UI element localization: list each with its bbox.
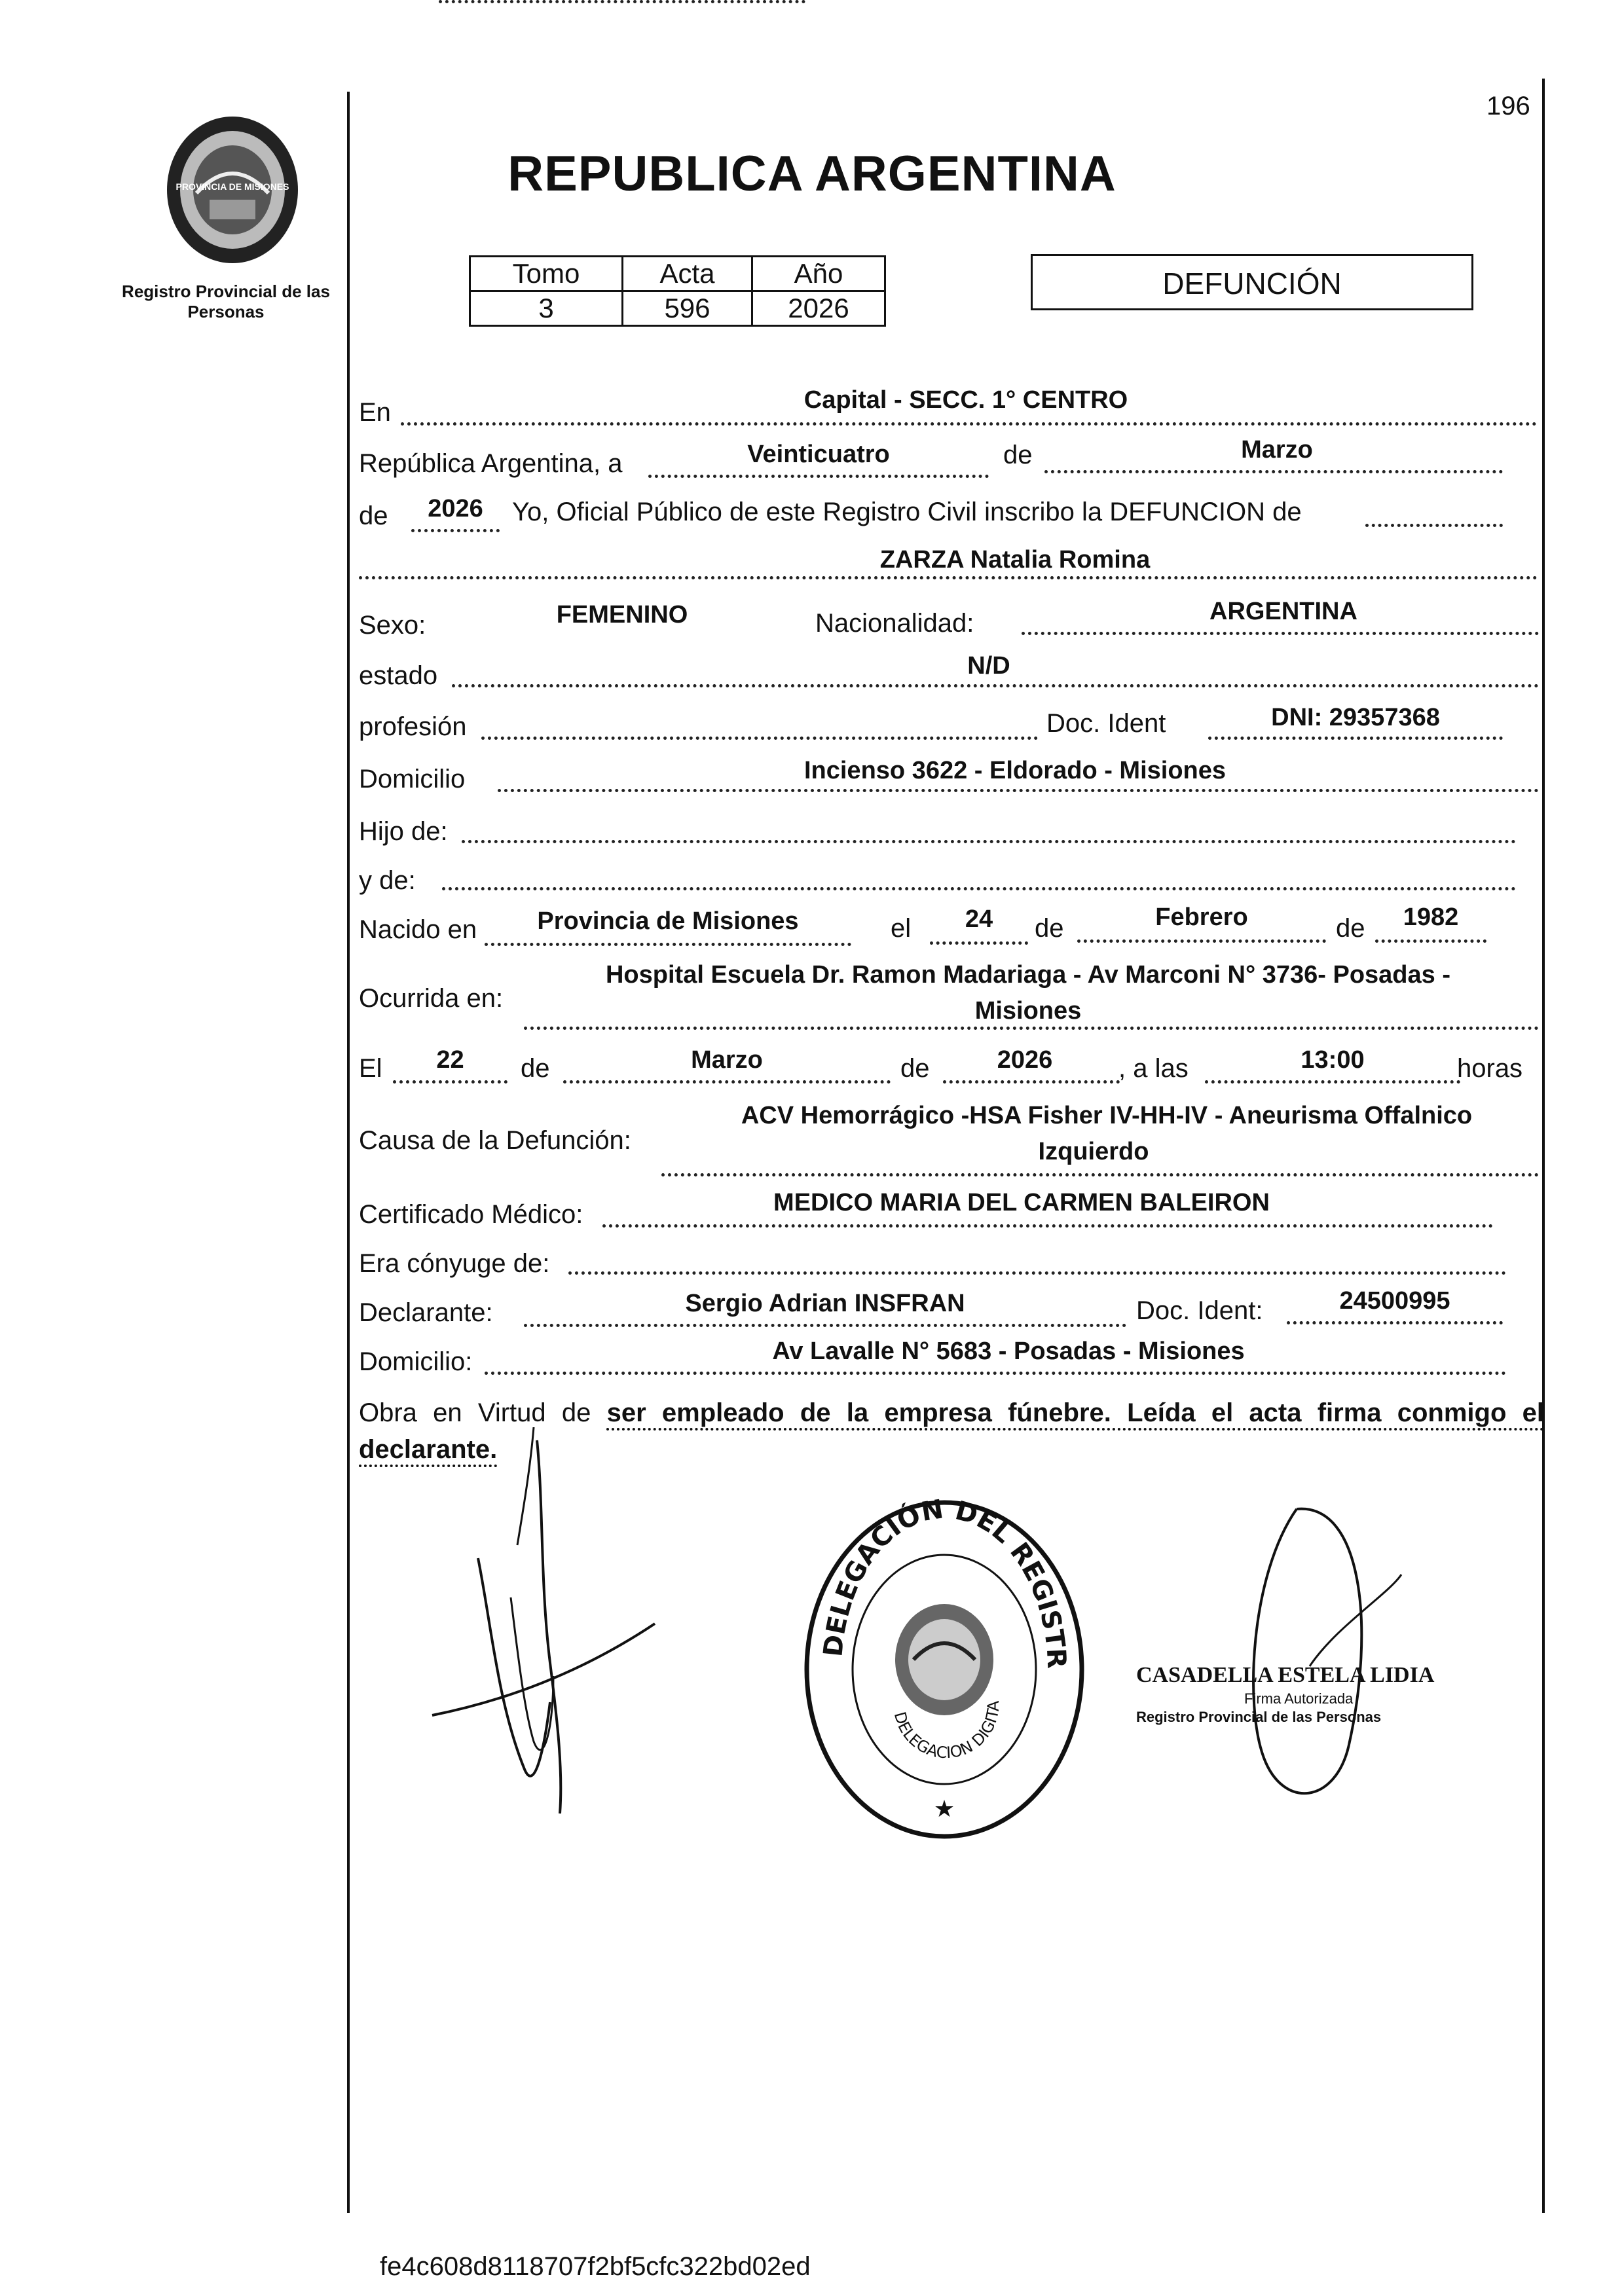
causa-line bbox=[661, 1173, 1539, 1176]
obra-prefix: Obra en Virtud de bbox=[359, 1398, 591, 1427]
death-day-line bbox=[393, 1080, 507, 1084]
acta-header: Acta bbox=[623, 257, 752, 291]
obra-value: ser empleado de la empresa fúnebre. Leída el acta firma conmigo el declarante. bbox=[359, 1398, 1544, 1464]
doc-ident2-line bbox=[1287, 1321, 1503, 1324]
page-title: REPUBLICA ARGENTINA bbox=[507, 146, 1116, 202]
conyuge-label: Era cónyuge de: bbox=[359, 1249, 550, 1278]
hijo-label: Hijo de: bbox=[359, 817, 448, 846]
year-prefix: de bbox=[359, 501, 388, 530]
death-month-line bbox=[563, 1080, 891, 1084]
sexo-line bbox=[439, 0, 805, 3]
official-stamp bbox=[796, 1489, 1094, 1850]
nacionalidad-label: Nacionalidad: bbox=[815, 609, 974, 638]
sexo-value: FEMENINO bbox=[556, 601, 688, 629]
record-table bbox=[469, 255, 886, 327]
year-value: 2026 bbox=[428, 495, 483, 522]
document-hash: fe4c608d8118707f2bf5cfc322bd02ed bbox=[380, 2252, 811, 2281]
nacionalidad-value: ARGENTINA bbox=[1209, 598, 1357, 625]
official-office: Registro Provincial de las Personas bbox=[1136, 1709, 1382, 1725]
anio-value: 2026 bbox=[752, 291, 885, 326]
registry-caption: Registro Provincial de las Personas bbox=[122, 282, 330, 322]
en-value: Capital - SECC. 1° CENTRO bbox=[803, 386, 1128, 414]
ocurrida-line bbox=[524, 1027, 1539, 1030]
death-year: 2026 bbox=[997, 1046, 1053, 1074]
stamp-outer-text: DELEGACIÓN DEL REGISTR bbox=[818, 1494, 1072, 1669]
nacido-line bbox=[485, 943, 851, 946]
doc-ident-line bbox=[1208, 737, 1503, 740]
profesion-line bbox=[481, 737, 1038, 740]
death-time: 13:00 bbox=[1301, 1046, 1365, 1074]
birth-year: 1982 bbox=[1403, 903, 1459, 931]
death-month: Marzo bbox=[691, 1046, 763, 1074]
day-value: Veinticuatro bbox=[747, 441, 890, 468]
de2-label: de bbox=[1035, 914, 1064, 943]
logo-text: PROVINCIA DE MISIONES bbox=[175, 181, 289, 192]
tomo-value: 3 bbox=[470, 291, 623, 326]
record-type-box: DEFUNCIÓN bbox=[1031, 254, 1473, 310]
doc-ident2-value: 24500995 bbox=[1339, 1287, 1450, 1315]
birth-month-line bbox=[1077, 939, 1326, 943]
de-label: de bbox=[1003, 441, 1033, 469]
causa-label: Causa de la Defunción: bbox=[359, 1126, 631, 1155]
horas-label: horas bbox=[1457, 1054, 1523, 1083]
month-line bbox=[1044, 470, 1503, 473]
estado-label: estado bbox=[359, 661, 438, 690]
yo-text: Yo, Oficial Público de este Registro Civil inscribo la DEFUNCION de bbox=[512, 498, 1302, 526]
tomo-header: Tomo bbox=[470, 257, 623, 291]
right-margin-line bbox=[1542, 79, 1545, 2213]
certificado-label: Certificado Médico: bbox=[359, 1200, 583, 1229]
causa-line2: Izquierdo bbox=[1038, 1138, 1149, 1165]
domicilio-label: Domicilio bbox=[359, 765, 466, 793]
day-line bbox=[648, 475, 989, 478]
ocurrida-line1: Hospital Escuela Dr. Ramon Madariaga - Av Marconi N° 3736- Posadas - bbox=[605, 961, 1450, 989]
acta-value: 596 bbox=[623, 291, 752, 326]
doc-ident2-label: Doc. Ident: bbox=[1136, 1296, 1263, 1325]
y-de-label: y de: bbox=[359, 866, 416, 895]
en-label: En bbox=[359, 398, 391, 427]
yo-line bbox=[1365, 524, 1503, 527]
birth-day-line bbox=[930, 941, 1028, 945]
ocurrida-line2: Misiones bbox=[974, 997, 1082, 1025]
certificado-line bbox=[602, 1224, 1493, 1228]
name-line bbox=[359, 576, 1538, 579]
y-de-line bbox=[442, 887, 1516, 890]
birth-year-line bbox=[1375, 939, 1486, 943]
nacido-value: Provincia de Misiones bbox=[537, 907, 799, 935]
death-day: 22 bbox=[436, 1046, 464, 1074]
alas-label: , a las bbox=[1118, 1054, 1189, 1083]
domicilio2-label: Domicilio: bbox=[359, 1347, 473, 1376]
certificado-value: MEDICO MARIA DEL CARMEN BALEIRON bbox=[773, 1189, 1270, 1216]
name-value: ZARZA Natalia Romina bbox=[879, 546, 1151, 574]
svg-text:★: ★ bbox=[933, 1795, 955, 1822]
ocurrida-label: Ocurrida en: bbox=[359, 984, 504, 1013]
death-year-line bbox=[943, 1080, 1120, 1084]
month-value: Marzo bbox=[1241, 436, 1313, 464]
estado-line bbox=[452, 684, 1539, 687]
doc-ident-label: Doc. Ident bbox=[1046, 709, 1166, 738]
official-role: Firma Autorizada bbox=[1244, 1690, 1354, 1707]
official-name: CASADELLA ESTELA LIDIA bbox=[1136, 1663, 1435, 1687]
domicilio2-value: Av Lavalle N° 5683 - Posadas - Misiones bbox=[772, 1338, 1245, 1365]
anio-header: Año bbox=[752, 257, 885, 291]
hijo-line bbox=[462, 840, 1516, 843]
doc-ident-value: DNI: 29357368 bbox=[1271, 704, 1440, 731]
nacionalidad-line bbox=[1022, 632, 1539, 635]
left-margin-line bbox=[347, 92, 350, 2213]
birth-day: 24 bbox=[965, 905, 993, 933]
page-number: 196 bbox=[1486, 92, 1530, 120]
estado-value: N/D bbox=[967, 652, 1010, 680]
conyuge-line bbox=[568, 1271, 1506, 1275]
el2-label: El bbox=[359, 1054, 382, 1083]
el-label: el bbox=[891, 914, 912, 943]
de3-label: de bbox=[1336, 914, 1365, 943]
profesion-label: profesión bbox=[359, 712, 467, 741]
official-signature bbox=[1139, 1496, 1441, 1823]
stamp-inner-text: DELEGACION DIGITA bbox=[890, 1700, 1003, 1762]
declarante-value: Sergio Adrian INSFRAN bbox=[685, 1290, 965, 1317]
death-time-line bbox=[1205, 1080, 1460, 1084]
en-line bbox=[401, 422, 1537, 426]
de4-label: de bbox=[521, 1054, 550, 1083]
domicilio-value: Incienso 3622 - Eldorado - Misiones bbox=[803, 757, 1227, 784]
nacido-label: Nacido en bbox=[359, 915, 477, 944]
declarant-signature bbox=[419, 1427, 668, 1833]
republica-label: República Argentina, a bbox=[359, 449, 623, 478]
declarante-label: Declarante: bbox=[359, 1298, 493, 1327]
birth-month: Febrero bbox=[1155, 903, 1248, 931]
domicilio-line bbox=[498, 789, 1539, 792]
domicilio2-line bbox=[485, 1372, 1506, 1375]
de5-label: de bbox=[900, 1054, 930, 1083]
causa-line1: ACV Hemorrágico -HSA Fisher IV-HH-IV - Aneurisma Offalnico bbox=[741, 1102, 1473, 1129]
sexo-label: Sexo: bbox=[359, 611, 426, 640]
year-line bbox=[411, 529, 500, 532]
declarante-line bbox=[524, 1324, 1126, 1327]
